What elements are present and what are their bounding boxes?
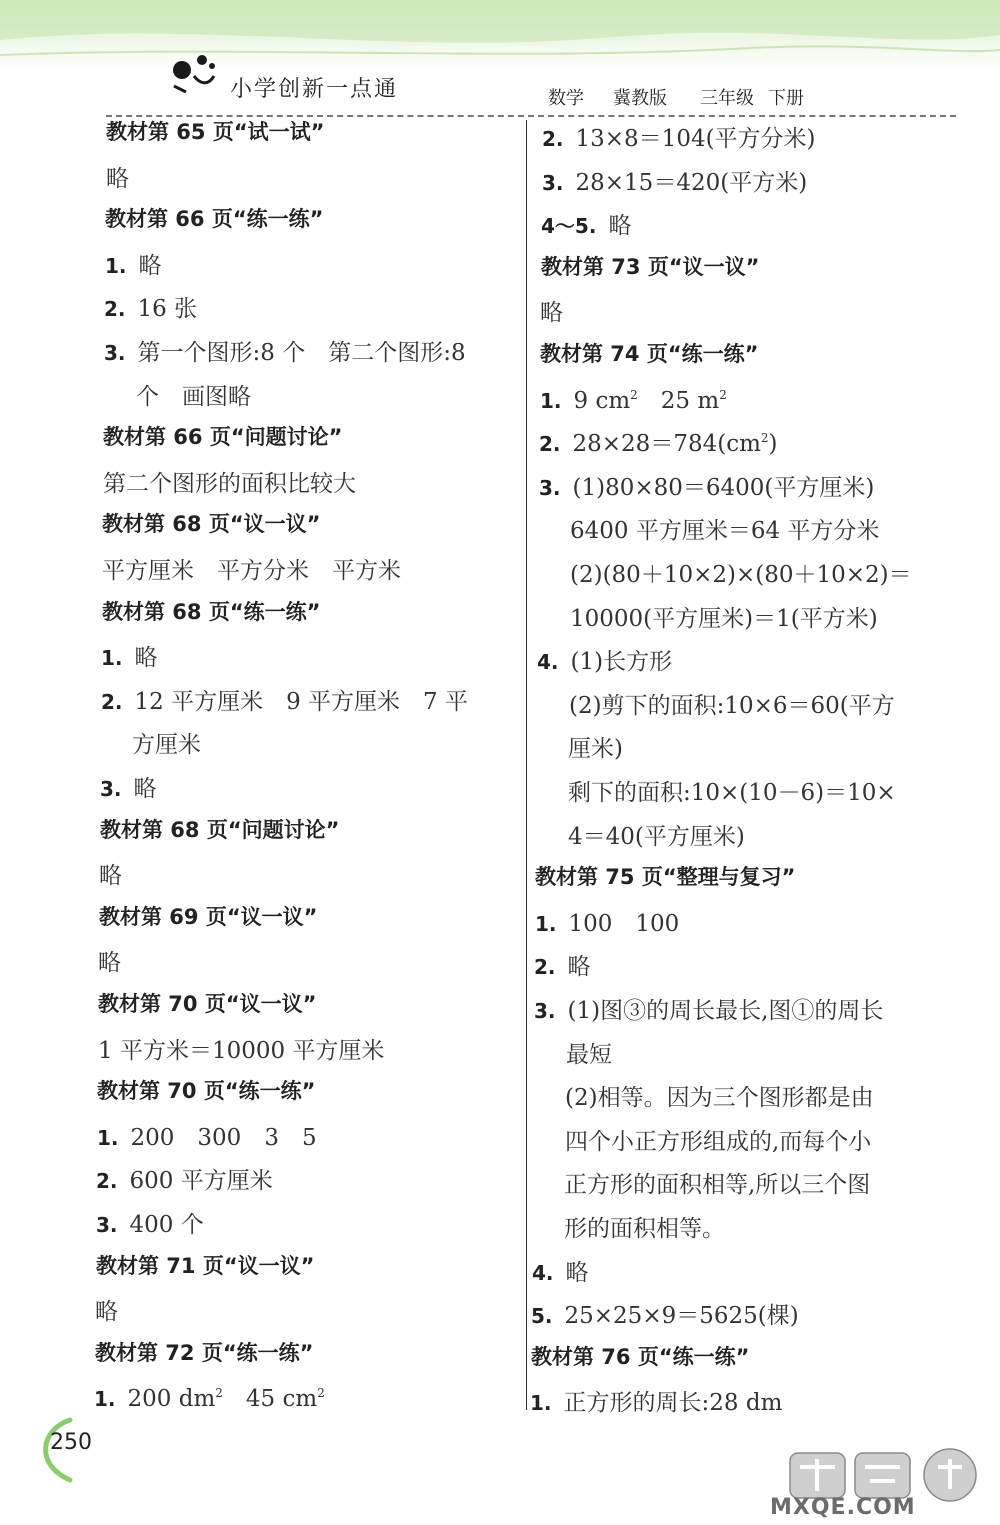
question-number: 3. — [96, 1213, 118, 1237]
section-heading — [541, 251, 759, 281]
heading-text: 教材第 73 页“议一议” — [541, 254, 760, 279]
question-number: 2. — [539, 432, 561, 457]
answer-text: 略 — [99, 863, 122, 890]
answer-line — [566, 1036, 612, 1069]
answer-text: ) — [768, 431, 778, 458]
question-number: 2. — [96, 1169, 118, 1194]
question-number: 3. — [100, 777, 122, 801]
answer-text: (2)剪下的面积:10×6＝60(平方 — [569, 692, 895, 719]
question-number: 1. — [535, 911, 557, 936]
answer-line — [568, 818, 745, 851]
question-number: 3. — [539, 475, 561, 500]
answer-text: 6400 平方厘米＝64 平方分米 — [570, 518, 880, 545]
answer-line — [97, 1119, 317, 1152]
brand-logo-icon — [166, 46, 222, 96]
heading-text: 教材第 70 页“议一议” — [98, 992, 317, 1016]
answer-line — [539, 425, 778, 458]
question-number: 4. — [537, 650, 559, 675]
answer-text: 最短 — [566, 1041, 612, 1068]
section-heading — [106, 116, 324, 146]
heading-text: 教材第 68 页“问题讨论” — [100, 817, 340, 842]
answer-text: 200 dm — [127, 1386, 216, 1413]
answer-text: 28×15＝420(平方米) — [575, 169, 808, 196]
heading-text: 教材第 74 页“练一练” — [540, 342, 759, 366]
answer-line — [104, 334, 466, 367]
question-number: 2. — [542, 127, 564, 151]
question-number: 3. — [542, 170, 564, 195]
answer-line — [106, 160, 129, 193]
question-number: 2. — [104, 297, 126, 322]
answer-line — [96, 1162, 273, 1195]
question-number: 5. — [531, 1304, 553, 1329]
section-heading — [535, 861, 795, 891]
section-heading — [105, 203, 323, 233]
answer-line — [94, 1380, 325, 1413]
answer-line — [105, 247, 162, 280]
answer-line — [102, 552, 401, 585]
superscript: 2 — [630, 387, 638, 402]
answer-line — [532, 1254, 589, 1287]
answer-text: 1 平方米＝10000 平方厘米 — [98, 1037, 385, 1064]
answer-text: (2)相等。因为三个图形都是由 — [565, 1085, 874, 1112]
section-heading — [531, 1341, 749, 1371]
answer-line — [535, 905, 679, 938]
answer-text: 略 — [133, 776, 157, 802]
section-heading — [102, 596, 320, 626]
answer-text: 400 个 — [129, 1212, 204, 1238]
answer-line — [570, 512, 879, 545]
heading-text: 教材第 69 页“议一议” — [99, 904, 318, 929]
answer-line — [99, 857, 122, 890]
answer-text: 略 — [608, 213, 632, 240]
question-number: 4～5. — [541, 214, 597, 239]
heading-text: 教材第 68 页“议一议” — [102, 512, 321, 537]
answer-line — [101, 683, 468, 716]
answer-line — [570, 600, 878, 633]
answer-text: 略 — [567, 954, 591, 981]
answer-line — [542, 164, 807, 197]
answer-line — [98, 1032, 384, 1065]
answer-text: 25 m — [637, 387, 720, 414]
answer-text: 200 300 3 5 — [130, 1124, 317, 1151]
answer-text: 25×25×9＝5625(棵) — [564, 1303, 799, 1330]
answer-line — [541, 207, 631, 240]
answer-line — [96, 1206, 204, 1239]
answer-line — [98, 944, 121, 977]
question-number: 2. — [101, 689, 123, 714]
answer-line — [569, 687, 895, 720]
column-divider — [526, 120, 527, 1410]
answer-line — [101, 639, 158, 672]
heading-text: 教材第 66 页“问题讨论” — [103, 425, 343, 450]
answer-text: 100 100 — [568, 910, 680, 937]
question-number: 1. — [540, 388, 562, 413]
section-heading — [95, 1337, 313, 1367]
answer-text: 方厘米 — [132, 732, 201, 759]
answer-text: 45 cm — [222, 1386, 318, 1413]
answer-line — [530, 1384, 782, 1417]
answer-text: 16 张 — [137, 296, 198, 323]
answer-text: 10000(平方厘米)＝1(平方米) — [570, 605, 878, 632]
question-number: 4. — [532, 1260, 554, 1285]
answer-text: (1)长方形 — [570, 649, 673, 676]
answer-text: 略 — [98, 950, 121, 977]
answer-line — [100, 770, 157, 803]
answer-line — [564, 1166, 870, 1199]
answer-line — [568, 730, 623, 763]
answer-line — [132, 726, 201, 759]
heading-text: 教材第 72 页“练一练” — [95, 1340, 314, 1365]
page-number: 250 — [50, 1430, 92, 1455]
answer-text: 平方厘米 平方分米 平方米 — [102, 558, 401, 584]
answer-line — [534, 992, 883, 1025]
answer-text: 略 — [138, 252, 162, 279]
superscript: 2 — [719, 387, 727, 402]
answer-text: 剩下的面积:10×(10－6)＝10× — [568, 780, 896, 806]
answer-text: 厘米) — [568, 736, 623, 763]
superscript: 2 — [760, 431, 769, 446]
heading-text: 教材第 68 页“练一练” — [102, 599, 321, 624]
question-number: 3. — [534, 999, 556, 1023]
header-edition: 冀教版 — [613, 88, 667, 109]
answer-text: 略 — [106, 165, 129, 192]
answer-text: (1)图③的周长最长,图①的周长 — [567, 998, 884, 1024]
answer-line — [539, 469, 874, 502]
heading-text: 教材第 65 页“试一试” — [106, 120, 325, 144]
header-volume: 下册 — [768, 88, 804, 109]
answer-line — [103, 465, 356, 498]
section-heading — [97, 1075, 315, 1105]
watermark-site-text: MXQE.COM — [770, 1495, 916, 1520]
answer-line — [534, 948, 591, 981]
section-heading — [103, 421, 342, 451]
header-subject: 数学 — [548, 88, 584, 109]
section-heading — [99, 901, 317, 931]
question-number: 1. — [97, 1125, 119, 1150]
answer-text: 正方形的面积相等,所以三个图 — [564, 1172, 871, 1199]
answer-line — [542, 120, 816, 153]
answer-line — [104, 290, 197, 323]
question-number: 1. — [530, 1391, 552, 1416]
answer-text: 形的面积相等。 — [564, 1216, 725, 1242]
question-number: 3. — [104, 341, 126, 365]
section-heading — [96, 1250, 314, 1280]
heading-text: 教材第 75 页“整理与复习” — [535, 865, 796, 890]
superscript: 2 — [317, 1386, 325, 1401]
answer-text: 四个小正方形组成的,而每个小 — [565, 1128, 872, 1155]
answer-text: 略 — [95, 1299, 118, 1326]
answer-text: 13×8＝104(平方分米) — [575, 126, 816, 152]
answer-line — [136, 378, 251, 411]
answer-line — [540, 382, 727, 415]
answer-text: 9 cm — [573, 387, 631, 414]
answer-text: 略 — [565, 1259, 589, 1286]
answer-text: (1)80×80＝6400(平方厘米) — [572, 474, 875, 501]
question-number: 1. — [94, 1387, 116, 1412]
answer-line — [565, 1079, 874, 1112]
answer-text: 12 平方厘米 9 平方厘米 7 平 — [134, 688, 468, 715]
section-heading — [100, 814, 339, 844]
header-grade: 三年级 — [700, 88, 754, 109]
heading-text: 教材第 76 页“练一练” — [531, 1344, 750, 1369]
question-number: 1. — [101, 646, 123, 671]
question-number: 2. — [534, 955, 556, 980]
answer-text: (2)(80＋10×2)×(80＋10×2)＝ — [570, 562, 912, 588]
answer-text: 略 — [540, 300, 563, 327]
answer-line — [564, 1210, 725, 1243]
answer-line — [531, 1297, 799, 1330]
heading-text: 教材第 70 页“练一练” — [97, 1079, 316, 1104]
heading-text: 教材第 71 页“议一议” — [96, 1253, 315, 1278]
brand-title: 小学创新一点通 — [230, 77, 399, 102]
answer-line — [540, 294, 563, 327]
answer-line — [565, 1123, 871, 1156]
answer-text: 第二个图形的面积比较大 — [103, 470, 356, 497]
section-heading — [102, 508, 320, 538]
answer-text: 第一个图形:8 个 第二个图形:8 — [137, 340, 466, 366]
header-wave-decoration — [0, 0, 1000, 70]
section-heading — [540, 338, 758, 368]
answer-text: 个 画图略 — [136, 383, 251, 410]
answer-line — [568, 774, 896, 807]
answer-text: 4＝40(平方厘米) — [568, 823, 745, 850]
answer-text: 28×28＝784(cm — [572, 431, 761, 458]
answer-text: 600 平方厘米 — [129, 1168, 273, 1195]
heading-text: 教材第 66 页“练一练” — [105, 207, 324, 232]
answer-text: 正方形的周长:28 dm — [563, 1390, 783, 1417]
section-heading — [98, 988, 316, 1018]
answer-line — [95, 1293, 118, 1326]
answer-line — [537, 643, 672, 676]
answer-text: 略 — [134, 645, 158, 672]
question-number: 1. — [105, 253, 127, 278]
superscript: 2 — [215, 1386, 223, 1401]
answer-line — [570, 556, 912, 589]
